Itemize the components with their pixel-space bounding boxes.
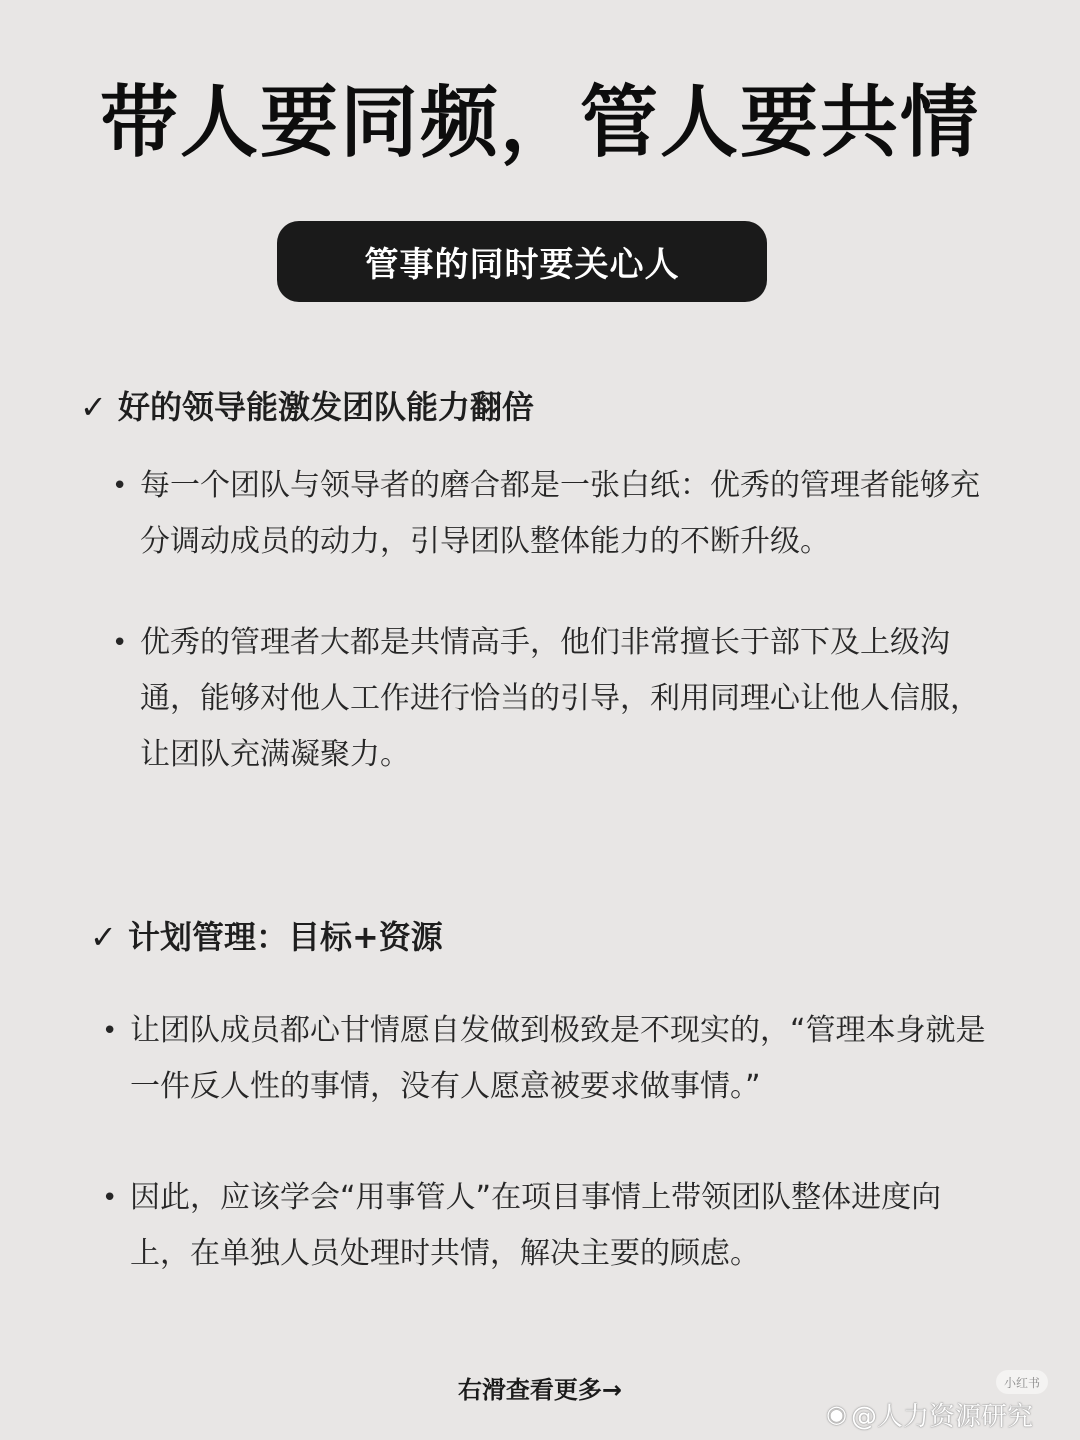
list-item: • 每一个团队与领导者的磨合都是一张白纸：优秀的管理者能够充分调动成员的动力，引导团队整体能力的不断升级。	[112, 458, 1002, 570]
swipe-hint[interactable]: 右滑查看更多→	[457, 1376, 623, 1404]
bullet-dot-icon: •	[112, 628, 128, 658]
weibo-icon: ◉	[826, 1400, 847, 1428]
section-heading-leadership: ✓ 好的领导能激发团队能力翻倍	[80, 388, 534, 426]
platform-logo-badge: 小红书	[996, 1370, 1048, 1394]
section-heading-planning: ✓ 计划管理：目标+资源	[90, 918, 443, 956]
list-item: • 因此，应该学会“用事管人”在项目事情上带领团队整体进度向上，在单独人员处理时共情，解决主要的顾虑。	[102, 1170, 992, 1282]
subtitle-text: 管事的同时要关心人	[364, 245, 680, 285]
list-item: • 让团队成员都心甘情愿自发做到极致是不现实的，“管理本身就是一件反人性的事情，没有人愿意被要求做事情。”	[102, 1003, 992, 1115]
bullet-dot-icon: •	[112, 471, 128, 501]
bullet-dot-icon: •	[102, 1183, 118, 1213]
page-title: 带人要同频，管人要共情	[99, 78, 980, 168]
bullet-dot-icon: •	[102, 1016, 118, 1046]
watermark: ◉ @人力资源研究	[826, 1400, 1033, 1432]
subtitle-banner	[277, 221, 767, 302]
list-item: • 优秀的管理者大都是共情高手，他们非常擅长于部下及上级沟通，能够对他人工作进行恰当的引导，利用同理心让他人信服，让团队充满凝聚力。	[112, 615, 1002, 783]
